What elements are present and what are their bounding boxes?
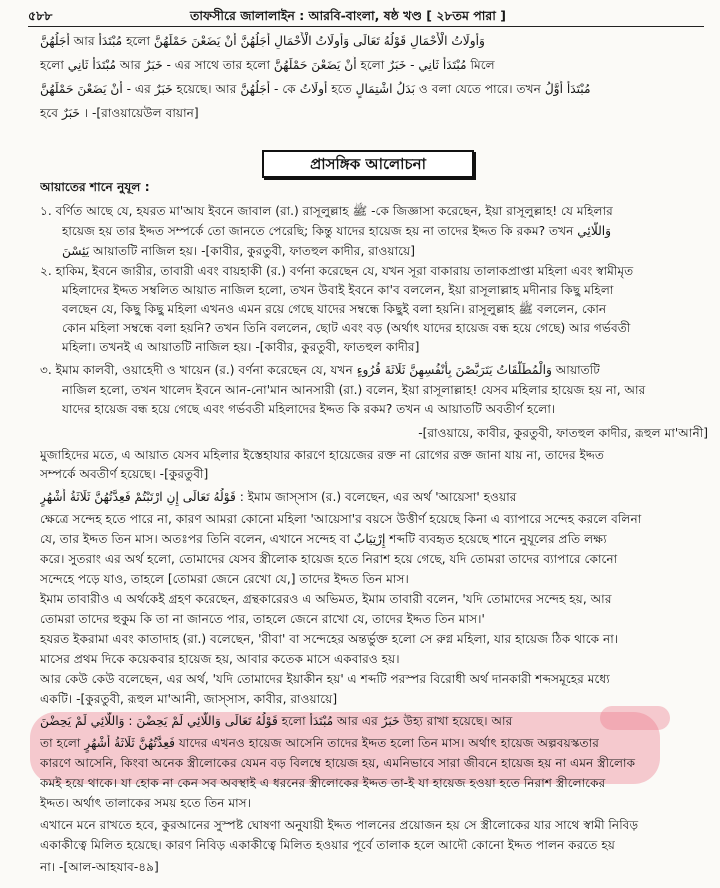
main-line: সন্দেহে পড়ে যাও, তাহলে [তোমরা জেনে রেখো যে,] তাদের ইদ্দত তিন মাস। (40, 572, 409, 586)
main-line: কারণে আসেনি, কিংবা অনেক স্ত্রীলোকের যেমন বড় বিলম্বে হায়েজ হয়, এমনিভাবে সারা জীবনে হায়েজ হয় না এমন স্ত্রীলোক (40, 756, 636, 770)
main-line: قَوْلُهُ تَعَالَى وَاللَّائِي لَمْ يَحِضْنَ : وَاللَّائِي لَمْ يَحِضْنَ হলো مُبْتَدَأٌ আর এর خَبَرٌ উহ্য রাখা হয়েছে। আর (40, 714, 513, 728)
intro-line: أَجَلُهُنَّ আর مُبْتَدَأٌ হলো وَأُولَاتُ الْأَحْمَالِ قَوْلُهُ تَعَالَى وَأُولَاتُ الْأَحْمَالِ أَجَلُهُنَّ أَنْ يَضَعْنَ حَمْلَهُنَّ (40, 34, 485, 48)
item-1-line: يَئِسْنَ আয়াতটি নাজিল হয়। -[কাবীর, কুরতুবী, ফাতহুল কাদীর, রাওয়ায়ে] (62, 244, 415, 258)
main-line: قَوْلُهُ تَعَالَى إِنِ ارْتَبْتُمْ فَعِدَّتُهُنَّ ثَلَاثَةُ أَشْهُرٍ : ইমাম জাস্সাস (র.) বলেছেন, এর অর্থ 'আয়েসা' হওয়ার (40, 490, 517, 504)
item-1-line: হায়েজ হয় তার ইদ্দত সম্পর্কে তো জানতে পেরেছি; কিন্তু যাদের হায়েজ হয় না তাদের ইদ্দত কি রকম? তখন وَاللَّائِي (62, 224, 612, 238)
running-title: তাফসীরে জালালাইন : আরবি-বাংলা, ষষ্ঠ খণ্ড [ ২৮তম পারা ] (190, 8, 506, 23)
mujahid-line: মুজাহিদের মতে, এ আয়াত যেসব মহিলার ইস্তেহাযার কারণে হায়েজের রক্ত না রোগের রক্ত জানা যায় না, তাদের ইদ্দত (40, 448, 605, 462)
item-2-line: বলছেন যে, কিছু কিছু মহিলা এখনও এমন রয়ে গেছে যাদের সম্বন্ধে কিছুই বলা হয়নি। রাসূলুল্লাহ ﷺ বললেন, কোন (62, 302, 607, 316)
item-1-line: ১. বর্ণিত আছে যে, হযরত মা'আয ইবনে জাবাল (রা.) রাসূলুল্লাহ ﷺ -কে জিজ্ঞাসা করেছেন, ইয়া রাসূলুল্লাহ! যে মহিলার (40, 204, 613, 218)
main-line: তা হলো فَعِدَّتُهُنَّ ثَلَاثَةُ أَشْهُرٍ যাদের এখনও হায়েজ আসেনি তাদের ইদ্দত হলো তিন মাস। অর্থাৎ হায়েজ অল্পবয়স্কতার (40, 736, 599, 750)
main-line: করে। সুতরাং এর অর্থ হলো, তোমাদের যেসব স্ত্রীলোক হায়েজ হতে নিরাশ হয়ে গেছে, যদি তোমরা তাদের ব্যাপারে কোনো (40, 552, 618, 566)
item-2-line: কোন মহিলা সম্বন্ধে বলা হয়নি? তখন তিনি বললেন, ছোট এবং বড় (অর্থাৎ যাদের হায়েজ বন্ধ হয়ে গেছে) আর গর্ভবতী (62, 321, 631, 335)
main-line: ইদ্দত। অর্থাৎ তালাকের সময় হতে তিন মাস। (40, 796, 252, 810)
item-3-line: নাজিল হলো, তখন খালেদ ইবনে আন-নো'মান আনসারী (রা.) বলেন, ইয়া রাসূলাল্লাহ! যেসব মহিলার হায়েজ হয় না, আর (62, 383, 646, 397)
main-line: কমই হয়ে থাকে। যা হোক না কেন সব অবস্থাই এ ধরনের স্ত্রীলোকের ইদ্দত তা-ই যা হায়েজ হওয়া হতে নিরাশ স্ত্রীলোকের (40, 776, 606, 790)
intro-line: হবে خَبَرٌ । -[রাওয়ায়েউল বায়ান] (40, 106, 199, 120)
item-2-line: ২. হাকিম, ইবনে জারীর, তাবারী এবং বায়হাকী (র.) বর্ণনা করেছেন যে, যখন সূরা বাকারায় তালাকপ্রাপ্তা মহিলা এবং স্বামীমৃত (40, 264, 634, 278)
header-rule (28, 26, 704, 27)
mujahid-line: সম্পর্কে অবতীর্ণ হয়েছে। -[কুরতুবী] (40, 467, 209, 481)
item-3-citation: -[রাওয়ায়ে, কাবীর, কুরতুবী, ফাতহুল কাদীর, রূহুল মা'আনী] (418, 426, 708, 440)
item-2-line: মহিলাদের ইদ্দত সম্বলিত আয়াত নাজিল হলো, তখন উবাই ইবনে কা'ব বললেন, ইয়া রাসূলাল্লাহ মদীনার কিছু মহিলা (62, 283, 614, 297)
main-line: এখানে মনে রাখতে হবে, কুরআনের সুস্পষ্ট ঘোষণা অনুযায়ী ইদ্দত পালনের প্রয়োজন হয় সে স্ত্রীলোকের যার সাথে স্বামী নিবিড় (40, 818, 639, 832)
main-line: ইমাম তাবারীও এ অর্থকেই গ্রহণ করেছেন, গ্রন্থকারেরও এ অভিমত, ইমাম তাবারী বলেন, 'যদি তোমাদের সন্দেহ হয়, আর (40, 592, 612, 606)
item-3-line: যাদের হায়েজ বন্ধ হয়ে গেছে এবং গর্ভবতী মহিলাদের ইদ্দত কি রকম? তখন এ আয়াতটি অবতীর্ণ হলো। (62, 402, 556, 416)
page-header (28, 4, 704, 26)
main-line: তোমরা তাদের হুকুম কি তা না জানতে পার, তাহলে জেনে রাখো যে, তাদের ইদ্দত তিন মাস।' (40, 612, 485, 626)
main-line: একাকীত্বে মিলিত হয়েছে। কারণ নিবিড় একাকীত্বে মিলিত হওয়ার পূর্বে তালাক হলে আদৌ কোনো ইদ্দত পালন করতে হয় (40, 838, 615, 852)
item-2-line: মহিলা। তখনই এ আয়াতটি নাজিল হয়। -[কাবীর, কুরতুবী, ফাতহুল কাদীর] (62, 340, 420, 354)
main-line: আর কেউ কেউ বলেছেন, এর অর্থ, 'যদি তোমাদের ইয়াকীন হয়' এ শব্দটি পরস্পর বিরোধী অর্থ দানকারী শব্দসমূহের মধ্যে (40, 672, 610, 686)
main-line: যে, তার ইদ্দত তিন মাস। অতঃপর তিনি বলেন, এখানে সন্দেহ বা إِرْتِيَابٌ শব্দটি ব্যবহৃত হয়েছে শানে নুযূলের প্রতি লক্ষ্য (40, 532, 607, 546)
main-line: হযরত ইকরামা এবং কাতাদাহ (রা.) বলেছেন, 'রীবা' বা সন্দেহের অন্তর্ভুক্ত হলো সে রুগ্ন মহিলা, যার হায়েজ ঠিক থাকে না। (40, 632, 619, 646)
section-title: প্রাসঙ্গিক আলোচনা (262, 150, 474, 178)
main-line: ক্ষেত্রে সন্দেহ হতে পারে না, কারণ আমরা কোনো মহিলা 'আয়েসা'র বয়সে উত্তীর্ণ হয়েছে কিনা এ ব্যাপারে সন্দেহ করলে বলিনা (40, 512, 642, 526)
item-3-line: ৩. ইমাম কালবী, ওয়াহেদী ও খায়েন (র.) বর্ণনা করেছেন যে, যখন وَالْمُطَلَّقَاتُ يَتَرَبَّصْنَ بِأَنْفُسِهِنَّ ثَلَاثَةَ قُرُوءٍ আয়াতটি (40, 363, 600, 377)
main-line: না। -[আল-আহযাব-৪৯] (40, 860, 159, 874)
subheading: আয়াতের শানে নুযূল : (40, 180, 150, 194)
page-number: ৫৮৮ (28, 8, 53, 23)
main-line: একটি। -[কুরতুবী, রূহুল মা'আনী, জাস্সাস, কাবীর, রাওয়ায়ে] (40, 692, 338, 706)
intro-line: أَنْ يَضَعْنَ حَمْلَهُنَّ - এর خَبَرٌ হয়েছে। আর أَجَلُهُنَّ - কে أُولَاتُ হতে بَدَلُ اشْتِمَالٍ ও বলা যেতে পারে। তখন مُبْتَدَأٌ أَوَّلُ (40, 82, 591, 96)
main-line: মাসের প্রথম দিকে কয়েকবার হায়েজ হয়, আবার কতেক মাসে একবারও হয়। (40, 652, 400, 666)
intro-line: হলো مُبْتَدَأٌ ثَانِي আর خَبَرٌ - এর সাথে তার হলো أَنْ يَضَعْنَ حَمْلَهُنَّ হলো مُبْتَدَأٌ ثَانِي - خَبَرٌ মিলে (40, 58, 495, 72)
